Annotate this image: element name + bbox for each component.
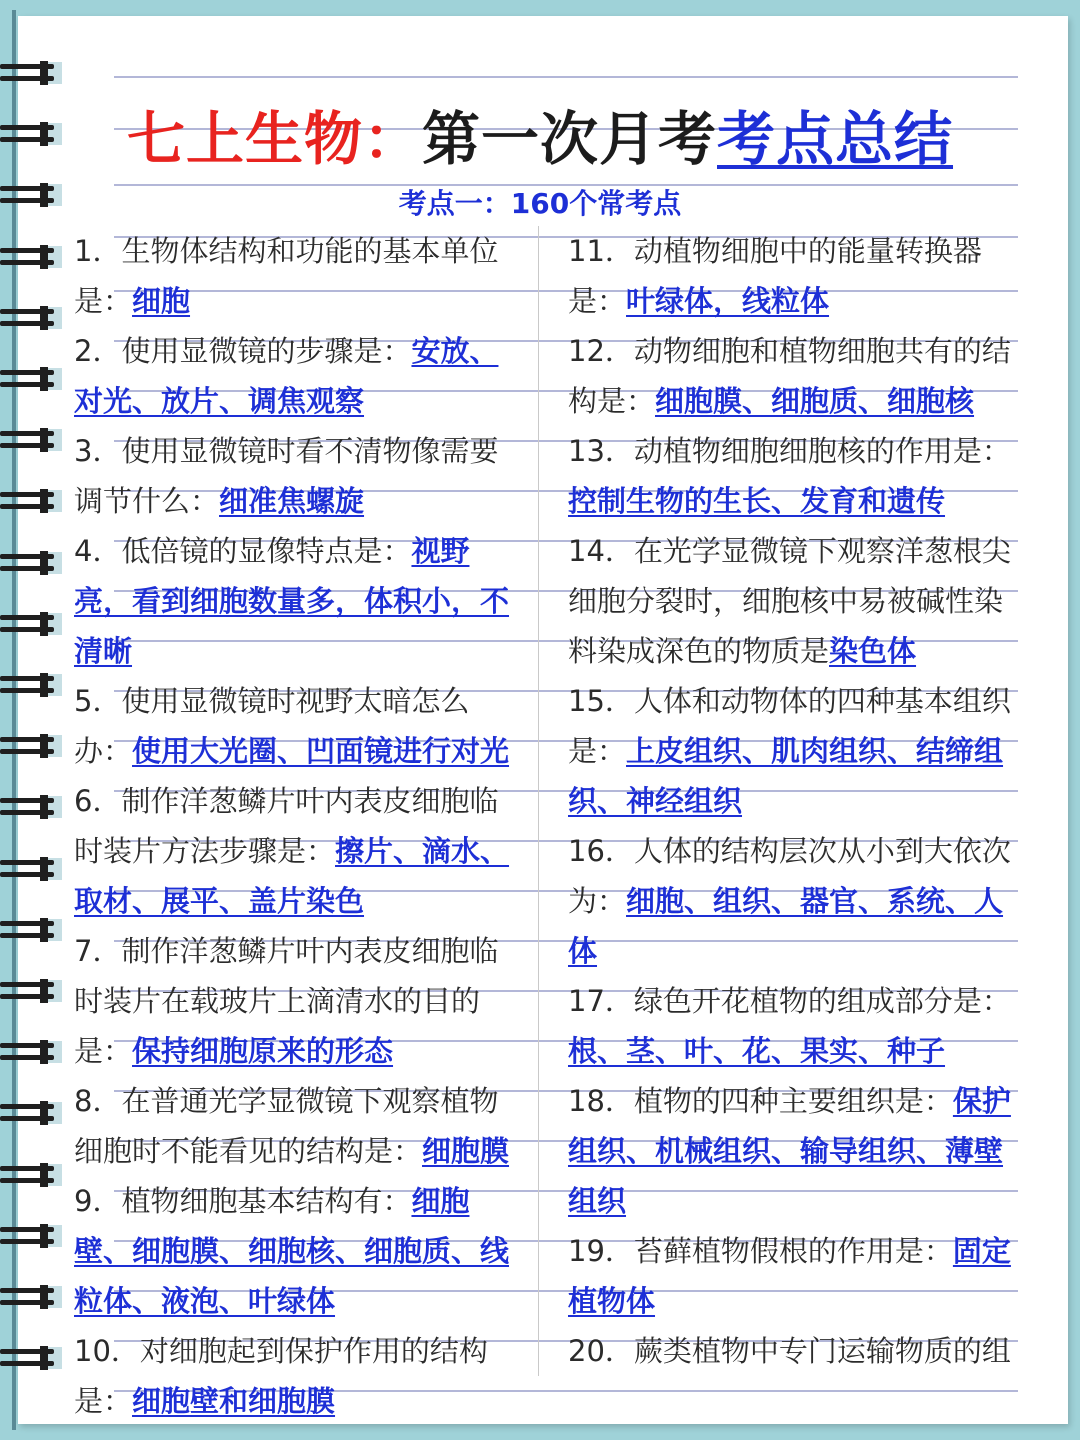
answer-text: 保持细胞原来的形态 xyxy=(132,1034,394,1068)
question-text: 4．低倍镜的显像特点是： xyxy=(74,534,412,568)
question-item xyxy=(74,226,522,326)
binding-ring-icon xyxy=(0,915,66,945)
question-item xyxy=(568,826,1016,976)
question-text: 20．蕨类植物中专门运输物质的组 xyxy=(568,1334,1011,1368)
binding-ring-icon xyxy=(0,854,66,884)
binding-ring-icon xyxy=(0,1221,66,1251)
question-item xyxy=(568,1226,1016,1326)
binding-ring-icon xyxy=(0,1282,66,1312)
question-item xyxy=(74,1326,522,1426)
question-item xyxy=(568,1076,1016,1226)
binding-ring-icon xyxy=(0,731,66,761)
question-item xyxy=(74,776,522,926)
right-column xyxy=(568,226,1016,1376)
question-text: 17．绿色开花植物的组成部分是： xyxy=(568,984,1011,1018)
binding-ring-icon xyxy=(0,548,66,578)
binding-ring-icon xyxy=(0,242,66,272)
binding-ring-icon xyxy=(0,425,66,455)
question-text: 8．在普通光学显微镜下观察植物细胞时不能看见的结构是： xyxy=(74,1084,499,1168)
binding-ring-icon xyxy=(0,670,66,700)
question-item xyxy=(568,1326,1016,1376)
question-item xyxy=(568,426,1016,526)
binding-ring-icon xyxy=(0,1098,66,1128)
question-text: 3．使用显微镜时看不清物像需要调节什么： xyxy=(74,434,499,518)
page-title xyxy=(0,92,1080,176)
answer-text: 细胞膜 xyxy=(422,1134,510,1168)
binding-ring-icon xyxy=(0,1343,66,1373)
binding-ring-icon xyxy=(0,1160,66,1190)
question-text: 16．人体的结构层次从小到大依次为： xyxy=(568,834,1011,918)
question-text: 14．在光学显微镜下观察洋葱根尖细胞分裂时，细胞核中易被碱性染料染成深色的物质是 xyxy=(568,534,1011,668)
answer-text: 叶绿体，线粒体 xyxy=(626,284,830,318)
question-item xyxy=(74,526,522,676)
binding-ring-icon xyxy=(0,976,66,1006)
title-part-black: 第一次月考 xyxy=(421,105,717,173)
question-item xyxy=(74,426,522,526)
question-text: 19．苔藓植物假根的作用是： xyxy=(568,1234,953,1268)
answer-text: 视野亮，看到细胞数量多，体积小，不清晰 xyxy=(74,534,510,668)
question-item xyxy=(568,676,1016,826)
answer-text: 保护组织、机械组织、输导组织、薄壁组织 xyxy=(568,1084,1011,1218)
question-item xyxy=(74,926,522,1076)
question-item xyxy=(74,1076,522,1176)
question-text: 18．植物的四种主要组织是： xyxy=(568,1084,953,1118)
binding-ring-icon xyxy=(0,792,66,822)
answer-text: 固定植物体 xyxy=(568,1234,1011,1318)
question-text: 12．动物细胞和植物细胞共有的结构是： xyxy=(568,334,1011,418)
binding-ring-icon xyxy=(0,1037,66,1067)
question-item xyxy=(74,676,522,776)
answer-text: 细胞壁和细胞膜 xyxy=(132,1384,336,1418)
question-text: 11．动植物细胞中的能量转换器是： xyxy=(568,234,982,318)
left-column xyxy=(74,226,522,1426)
title-part-blue: 考点总结 xyxy=(717,105,954,173)
answer-text: 细胞壁、细胞膜、细胞核、细胞质、线粒体、液泡、叶绿体 xyxy=(74,1184,510,1318)
question-item xyxy=(568,976,1016,1076)
answer-text: 控制生物的生长、发育和遗传 xyxy=(568,484,946,518)
question-text: 5．使用显微镜时视野太暗怎么办： xyxy=(74,684,470,768)
answer-text: 细准焦螺旋 xyxy=(219,484,365,518)
question-text: 7．制作洋葱鳞片叶内表皮细胞临时装片在载玻片上滴清水的目的是： xyxy=(74,934,499,1068)
binding-ring-icon xyxy=(0,58,66,88)
question-text: 2．使用显微镜的步骤是： xyxy=(74,334,412,368)
question-text: 6．制作洋葱鳞片叶内表皮细胞临时装片方法步骤是： xyxy=(74,784,499,868)
section-subtitle: 考点一：160个常考点 xyxy=(398,187,682,220)
answer-text: 细胞、组织、器官、系统、人体 xyxy=(568,884,1004,968)
column-divider xyxy=(538,226,539,1376)
answer-text: 安放、对光、放片、调焦观察 xyxy=(74,334,499,418)
binding-ring-icon xyxy=(0,486,66,516)
question-item xyxy=(74,326,522,426)
answer-text: 染色体 xyxy=(829,634,917,668)
answer-text: 擦片、滴水、取材、展平、盖片染色 xyxy=(74,834,510,918)
question-item xyxy=(568,226,1016,326)
question-text: 1．生物体结构和功能的基本单位是： xyxy=(74,234,499,318)
answer-text: 细胞膜、细胞质、细胞核 xyxy=(655,384,975,418)
answer-text: 上皮组织、肌肉组织、结缔组织、神经组织 xyxy=(568,734,1004,818)
question-text: 15．人体和动物体的四种基本组织是： xyxy=(568,684,1011,768)
question-item xyxy=(568,526,1016,676)
question-text: 10．对细胞起到保护作用的结构是： xyxy=(74,1334,488,1418)
answer-text: 细胞 xyxy=(132,284,191,318)
question-text: 9．植物细胞基本结构有： xyxy=(74,1184,412,1218)
binding-ring-icon xyxy=(0,364,66,394)
answer-text: 根、茎、叶、花、果实、种子 xyxy=(568,1034,946,1068)
binding-ring-icon xyxy=(0,303,66,333)
answer-text: 使用大光圈、凹面镜进行对光 xyxy=(132,734,510,768)
question-item xyxy=(74,1176,522,1326)
binding-ring-icon xyxy=(0,609,66,639)
question-item xyxy=(568,326,1016,426)
question-text: 13．动植物细胞细胞核的作用是： xyxy=(568,434,1011,468)
title-part-red: 七上生物： xyxy=(126,105,422,173)
